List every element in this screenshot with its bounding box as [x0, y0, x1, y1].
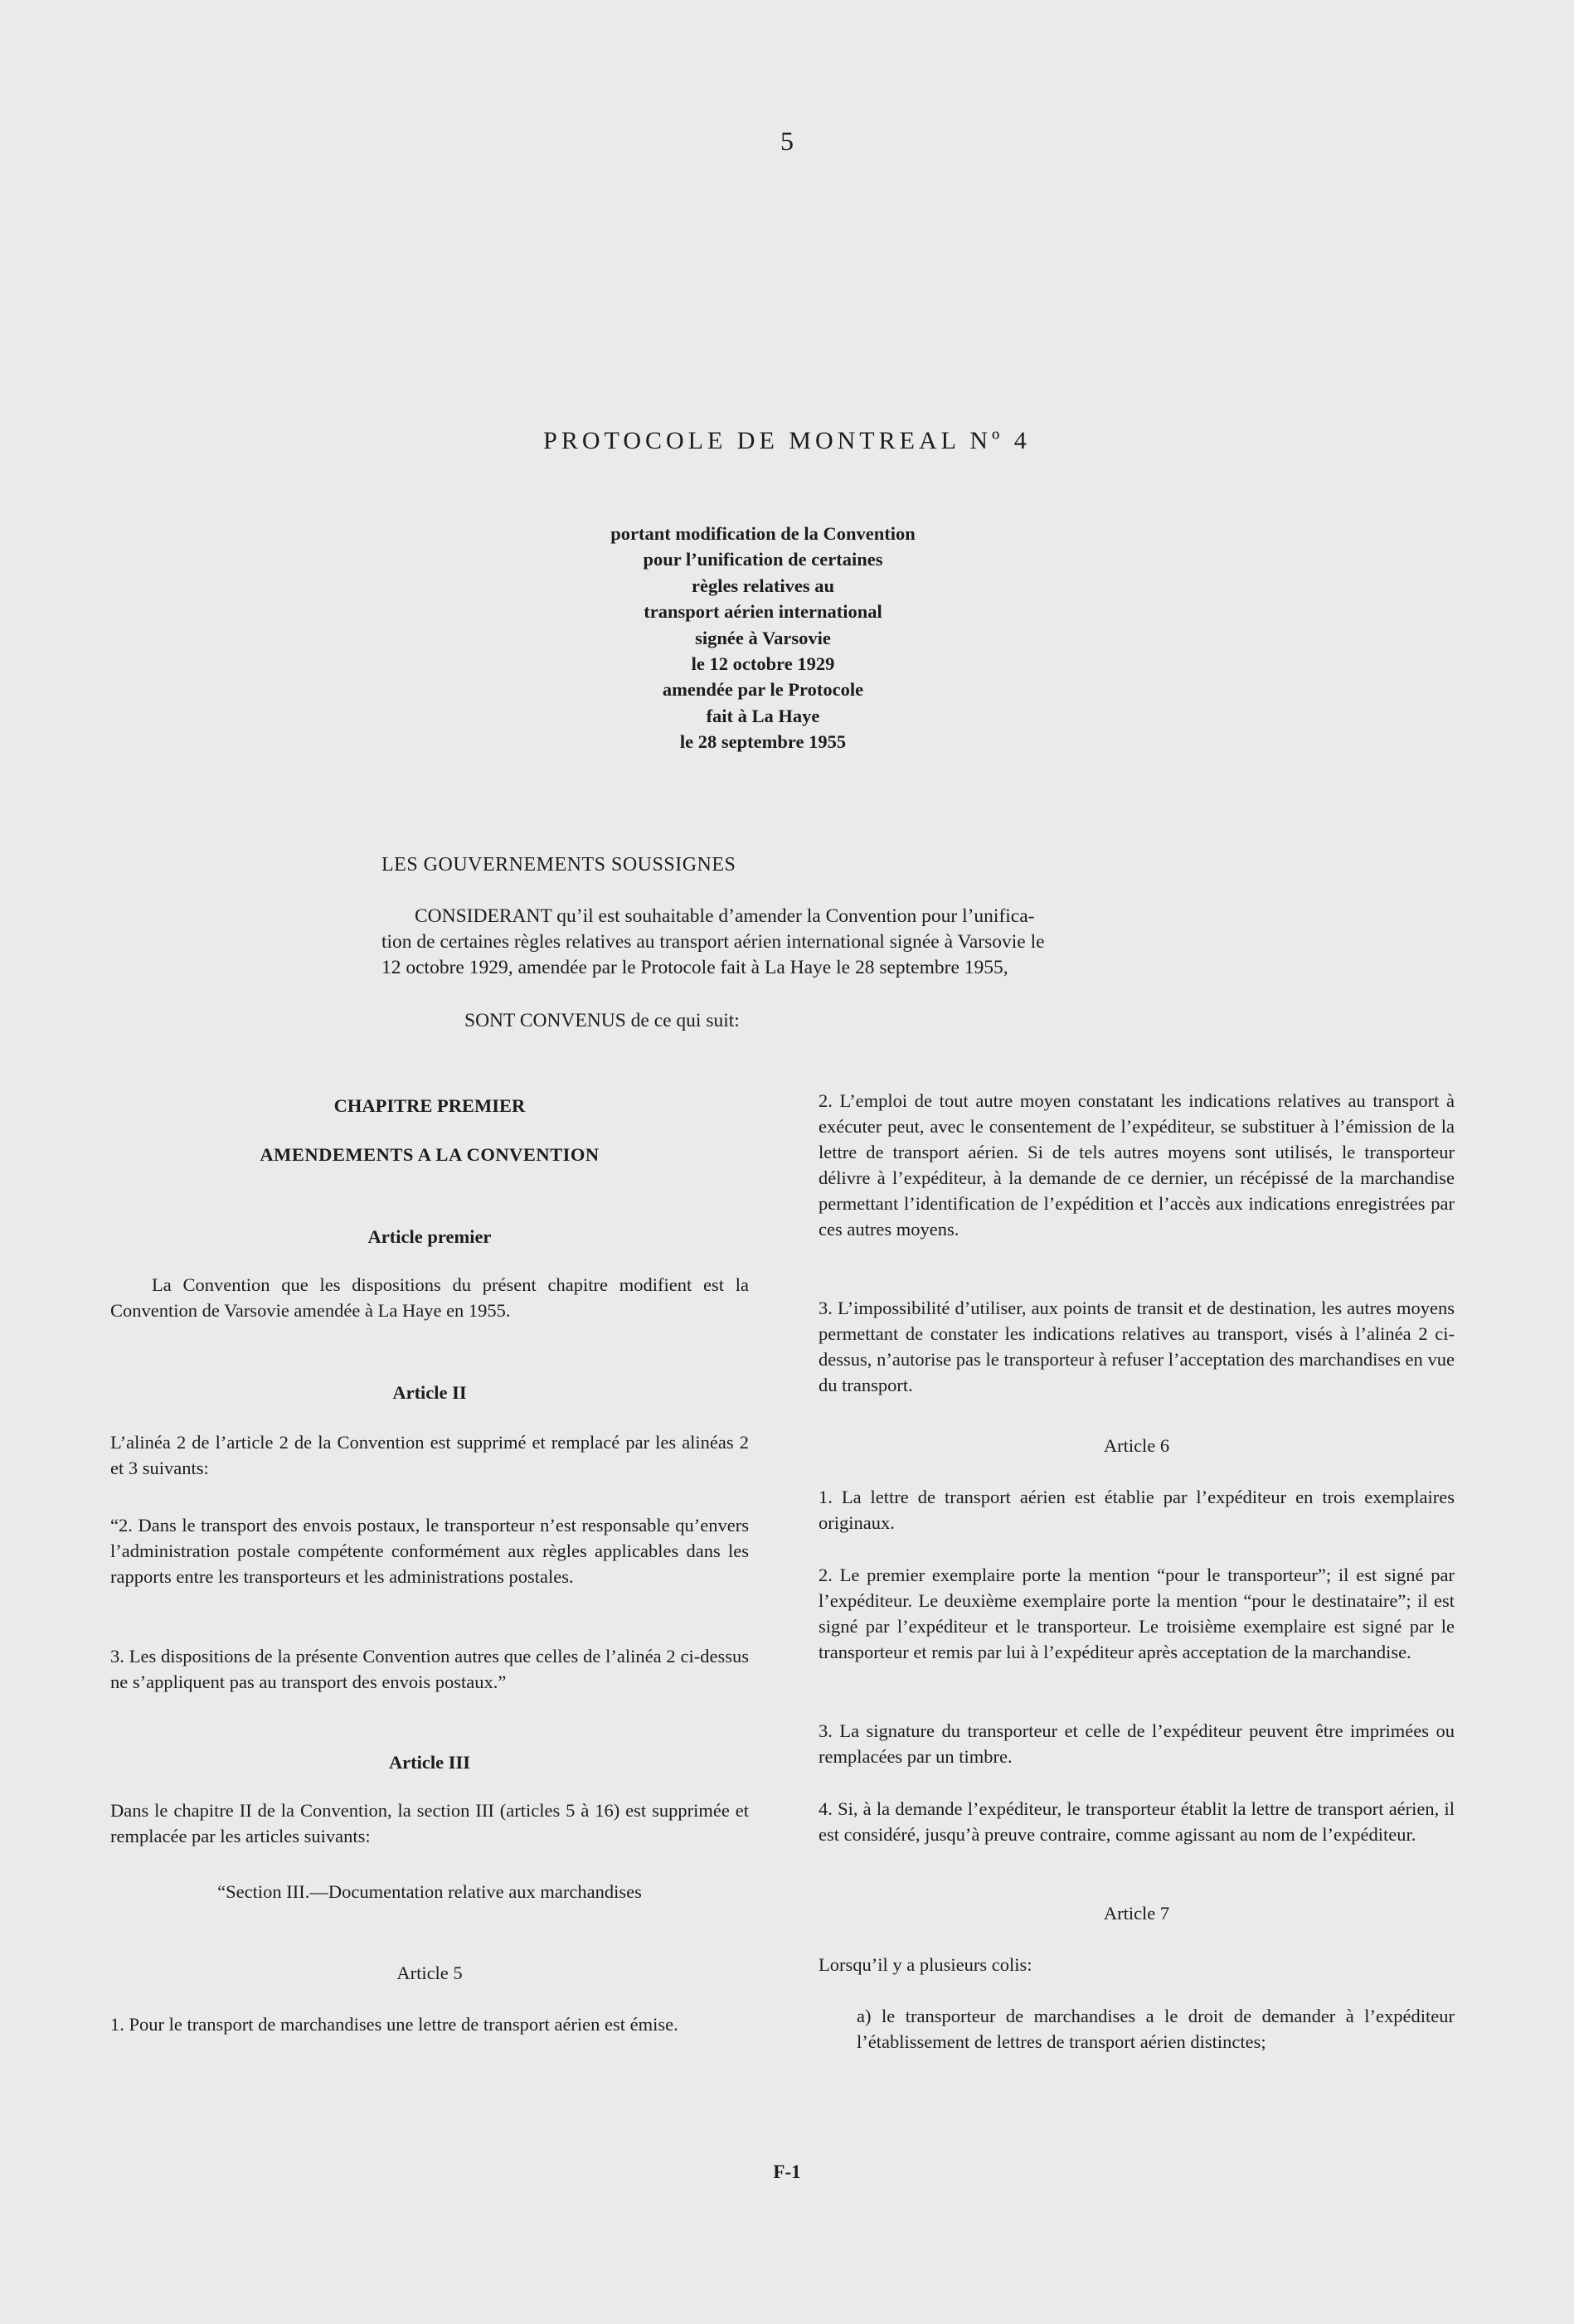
article-7-paragraph: Lorsqu’il y a plusieurs colis: — [819, 1954, 1032, 1975]
article-2-paragraph: 3. Les dispositions de la présente Convention autres que celles de l’alinéa 2 ci-dessus ne s’appliquent pas au transport des envois postaux.” — [110, 1646, 749, 1692]
article-6-paragraph: 2. Le premier exemplaire porte la mention “pour le transporteur”; il est signé par l’expéditeur. Le deuxième exemplaire porte la mention “pour le destinataire”; il est signé par l’expéditeur et le transporteur. Le troisième exemplaire est signé par le transporteur et remis par lui à l’expéditeur après acceptation de la marchandise. — [819, 1565, 1455, 1662]
article-6-heading: Article 6 — [1103, 1435, 1170, 1456]
article-5-heading: Article 5 — [396, 1963, 463, 1983]
subtitle-line: signée à Varsovie — [695, 627, 831, 648]
article-3-paragraph: Dans le chapitre II de la Convention, la section III (articles 5 à 16) est supprimée et remplacée par les articles suivants: — [110, 1800, 749, 1846]
protocol-title: PROTOCOLE DE MONTREAL Nº 4 — [543, 427, 1031, 454]
subtitle-line: transport aérien international — [644, 601, 882, 623]
article-6-paragraph: 1. La lettre de transport aérien est établie par l’expéditeur en trois exemplaires originaux. — [819, 1487, 1455, 1533]
considerant-line: 12 octobre 1929, amendée par le Protocole fait à La Haye le 28 septembre 1955, — [381, 957, 1008, 978]
article-6-paragraph: 4. Si, à la demande l’expéditeur, le transporteur établit la lettre de transport aérien, il est considéré, jusqu’à preuve contraire, comme agissant au nom de l’expéditeur. — [819, 1798, 1455, 1845]
article-2-paragraph: “2. Dans le transport des envois postaux, le transporteur n’est responsable qu’envers l’administration postale compétente conformément aux règles applicables dans les rapports entre les transporteurs et les administrations postales. — [110, 1515, 749, 1587]
subtitle-line: règles relatives au — [691, 575, 835, 596]
section-heading: “Section III.—Documentation relative aux marchandises — [217, 1881, 642, 1902]
right-column — [819, 1078, 1455, 2073]
article-1-text: La Convention que les dispositions du présent chapitre modifient est la Convention de Varsovie amendée à La Haye en 1955. — [110, 1274, 749, 1321]
considerant-line: tion de certaines règles relatives au transport aérien international signée à Varsovie le — [381, 931, 1045, 953]
article-7-item-a: a) le transporteur de marchandises a le droit de demander à l’expéditeur l’établissement de lettres de transport aérien distinctes; — [857, 2006, 1455, 2052]
subtitle-line: portant modification de la Convention — [610, 523, 916, 544]
subtitle-line: le 12 octobre 1929 — [691, 653, 835, 675]
protocol-subtitle — [581, 521, 945, 755]
article-7-heading: Article 7 — [1103, 1903, 1170, 1924]
left-column — [110, 1078, 749, 2073]
article-2-heading: Article II — [392, 1382, 467, 1403]
article-5-paragraph: 2. L’emploi de tout autre moyen constatant les indications relatives au transport à exécuter peut, avec le consentement de l’expéditeur, se substituer à l’émission de la lettre de transport aérien. Si de tels autres moyens sont utilisés, le transporteur délivre à l’expéditeur, à la demande de ce dernier, un récépissé de la marchandise permettant l’identification de l’expédition et l’accès aux indications enregistrées par ces autres moyens. — [819, 1090, 1455, 1240]
subtitle-line: amendée par le Protocole — [662, 679, 864, 701]
governments-heading: LES GOUVERNEMENTS SOUSSIGNES — [381, 854, 736, 876]
page-number: 5 — [780, 126, 794, 156]
considerant-line: CONSIDERANT qu’il est souhaitable d’amender la Convention pour l’unifica- — [415, 905, 1035, 927]
subtitle-line: fait à La Haye — [706, 705, 820, 726]
subtitle-line: le 28 septembre 1955 — [679, 731, 847, 753]
considerant-paragraph — [381, 904, 1178, 981]
article-1-heading: Article premier — [367, 1226, 492, 1247]
chapter-heading: CHAPITRE PREMIER — [333, 1095, 526, 1116]
article-2-paragraph: L’alinéa 2 de l’article 2 de la Convention est supprimé et remplacé par les alinéas 2 et 3 suivants: — [110, 1432, 749, 1478]
page-footer: F-1 — [773, 2161, 801, 2182]
article-5-paragraph: 3. L’impossibilité d’utiliser, aux points de transit et de destination, les autres moyens permettant de constater les indications relatives au transport, visés à l’alinéa 2 ci-dessus, n’autorise pas le transporteur à refuser l’acceptation des marchandises en vue du transport. — [819, 1298, 1455, 1395]
chapter-title: AMENDEMENTS A LA CONVENTION — [260, 1144, 600, 1165]
article-3-heading: Article III — [388, 1752, 471, 1773]
convenus-line: SONT CONVENUS de ce qui suit: — [464, 1010, 740, 1031]
subtitle-line: pour l’unification de certaines — [643, 549, 883, 570]
article-6-paragraph: 3. La signature du transporteur et celle de l’expéditeur peuvent être imprimées ou remplacées par un timbre. — [819, 1720, 1455, 1767]
article-5-paragraph: 1. Pour le transport de marchandises une lettre de transport aérien est émise. — [110, 2014, 678, 2035]
